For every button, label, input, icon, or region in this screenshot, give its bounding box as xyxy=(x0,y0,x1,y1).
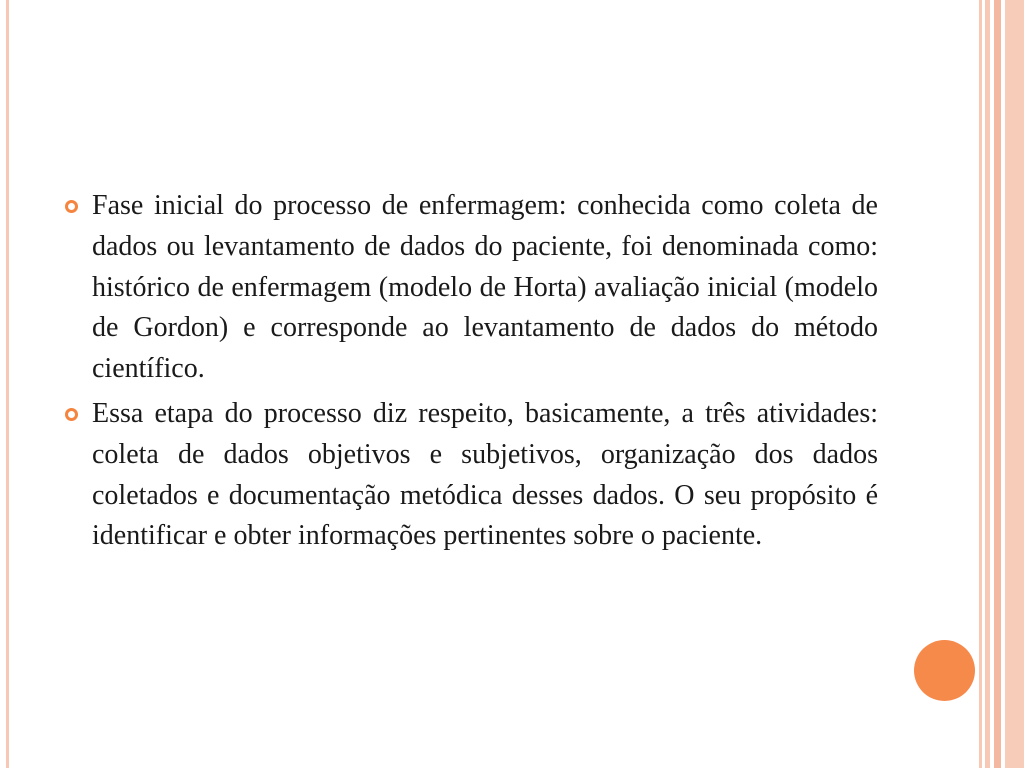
bullet-text: Essa etapa do processo diz respeito, basicamente, a três atividades: coleta de dados objetivos e subjetivos, organização dos dados coletados e documentação metódica desses dados. O seu propósito é identificar e obter informações pertinentes sobre o paciente. xyxy=(92,397,878,552)
right-frame-stripe xyxy=(979,0,982,768)
bullet-item xyxy=(62,394,878,557)
right-frame-stripe xyxy=(1005,0,1024,768)
circle-bullet-icon xyxy=(65,200,78,213)
bullet-text: Fase inicial do processo de enfermagem: conhecida como coleta de dados ou levantamento de dados do paciente, foi denominada como: histórico de enfermagem (modelo de Horta) avaliação inicial (modelo de Gordon) e corresponde ao levantamento de dados do método científico. xyxy=(92,190,878,385)
left-frame-line xyxy=(6,0,9,768)
right-frame-stripe xyxy=(985,0,990,768)
circle-bullet-icon xyxy=(65,408,78,421)
right-frame-stripe xyxy=(994,0,1001,768)
bullet-item xyxy=(62,186,878,390)
slide-body xyxy=(62,186,878,561)
decorative-orange-circle xyxy=(914,640,975,701)
